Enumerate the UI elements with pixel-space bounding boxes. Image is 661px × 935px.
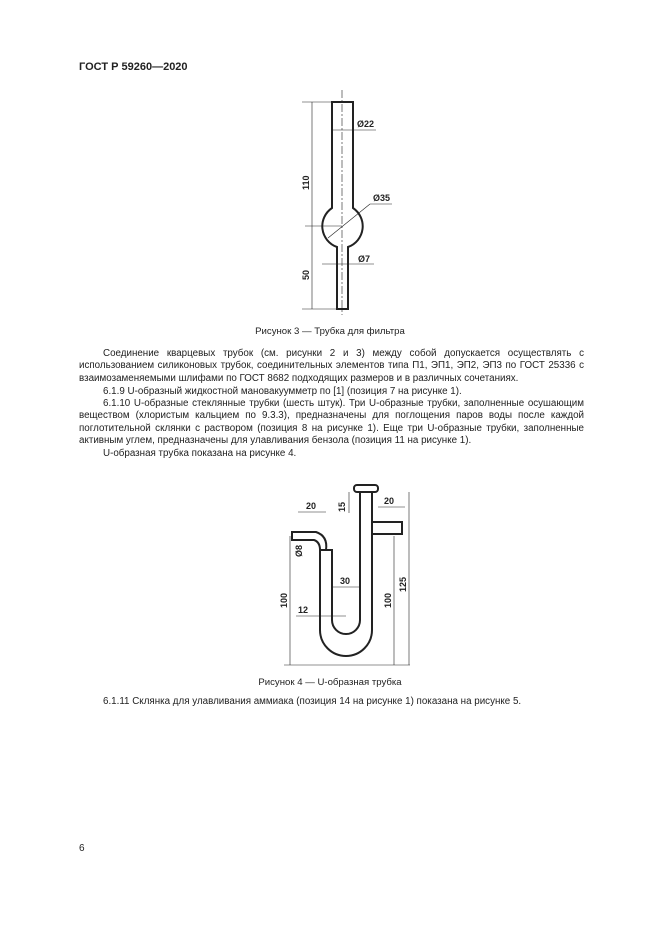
dim-d8: Ø8 (294, 544, 304, 557)
dim-50: 50 (301, 269, 311, 280)
document-header: ГОСТ Р 59260—2020 (79, 61, 188, 73)
page-number: 6 (79, 843, 85, 854)
dim-12: 12 (298, 605, 309, 615)
dim-20-right: 20 (384, 496, 395, 506)
paragraph: 6.1.10 U-образные стеклянные трубки (шесть штук). Три U-образные трубки, заполненные осушающим веществом (хлористым кальцием по 9.3.3), предназначены для поглощения паров воды после каждой поглотительной склянки с раствором (позиция 8 на рисунке 1). Еще три U-образные трубки, заполненные активным углем, предназначены для улавливания бензола (позиция 11 на рисунке 1). (79, 398, 584, 447)
dim-100-right: 100 (383, 592, 393, 608)
dim-d7: Ø7 (358, 254, 371, 264)
figure-3-caption: Рисунок 3 — Трубка для фильтра (255, 326, 405, 337)
paragraph: 6.1.11 Склянка для улавливания аммиака (позиция 14 на рисунке 1) показана на рисунке 5. (103, 696, 522, 707)
dim-d22: Ø22 (357, 119, 375, 129)
dim-110: 110 (301, 175, 311, 190)
paragraph: Соединение кварцевых трубок (см. рисунки 2 и 3) между собой допускается осуществлять с использованием силиконовых трубок, соединительных элементов типа П1, ЭП1, ЭП2, ЭП3 по ГОСТ 25336 с взаимозаменяемыми шлифами по ГОСТ 8682 подходящих размеров и в различных сочетаниях. (79, 348, 584, 384)
dim-20-left: 20 (306, 501, 317, 511)
dim-100-left: 100 (279, 592, 289, 608)
dim-15: 15 (337, 501, 347, 512)
dim-30: 30 (340, 576, 351, 586)
figure-4-caption: Рисунок 4 — U-образная трубка (258, 677, 402, 688)
figure-4-drawing (270, 480, 420, 675)
paragraph: U-образная трубка показана на рисунке 4. (103, 448, 297, 459)
paragraph: 6.1.9 U-образный жидкостной мановакуумметр по [1] (позиция 7 на рисунке 1). (103, 386, 462, 397)
dim-d35: Ø35 (373, 193, 391, 203)
dim-125: 125 (398, 576, 408, 592)
figure-3-drawing (280, 90, 420, 320)
